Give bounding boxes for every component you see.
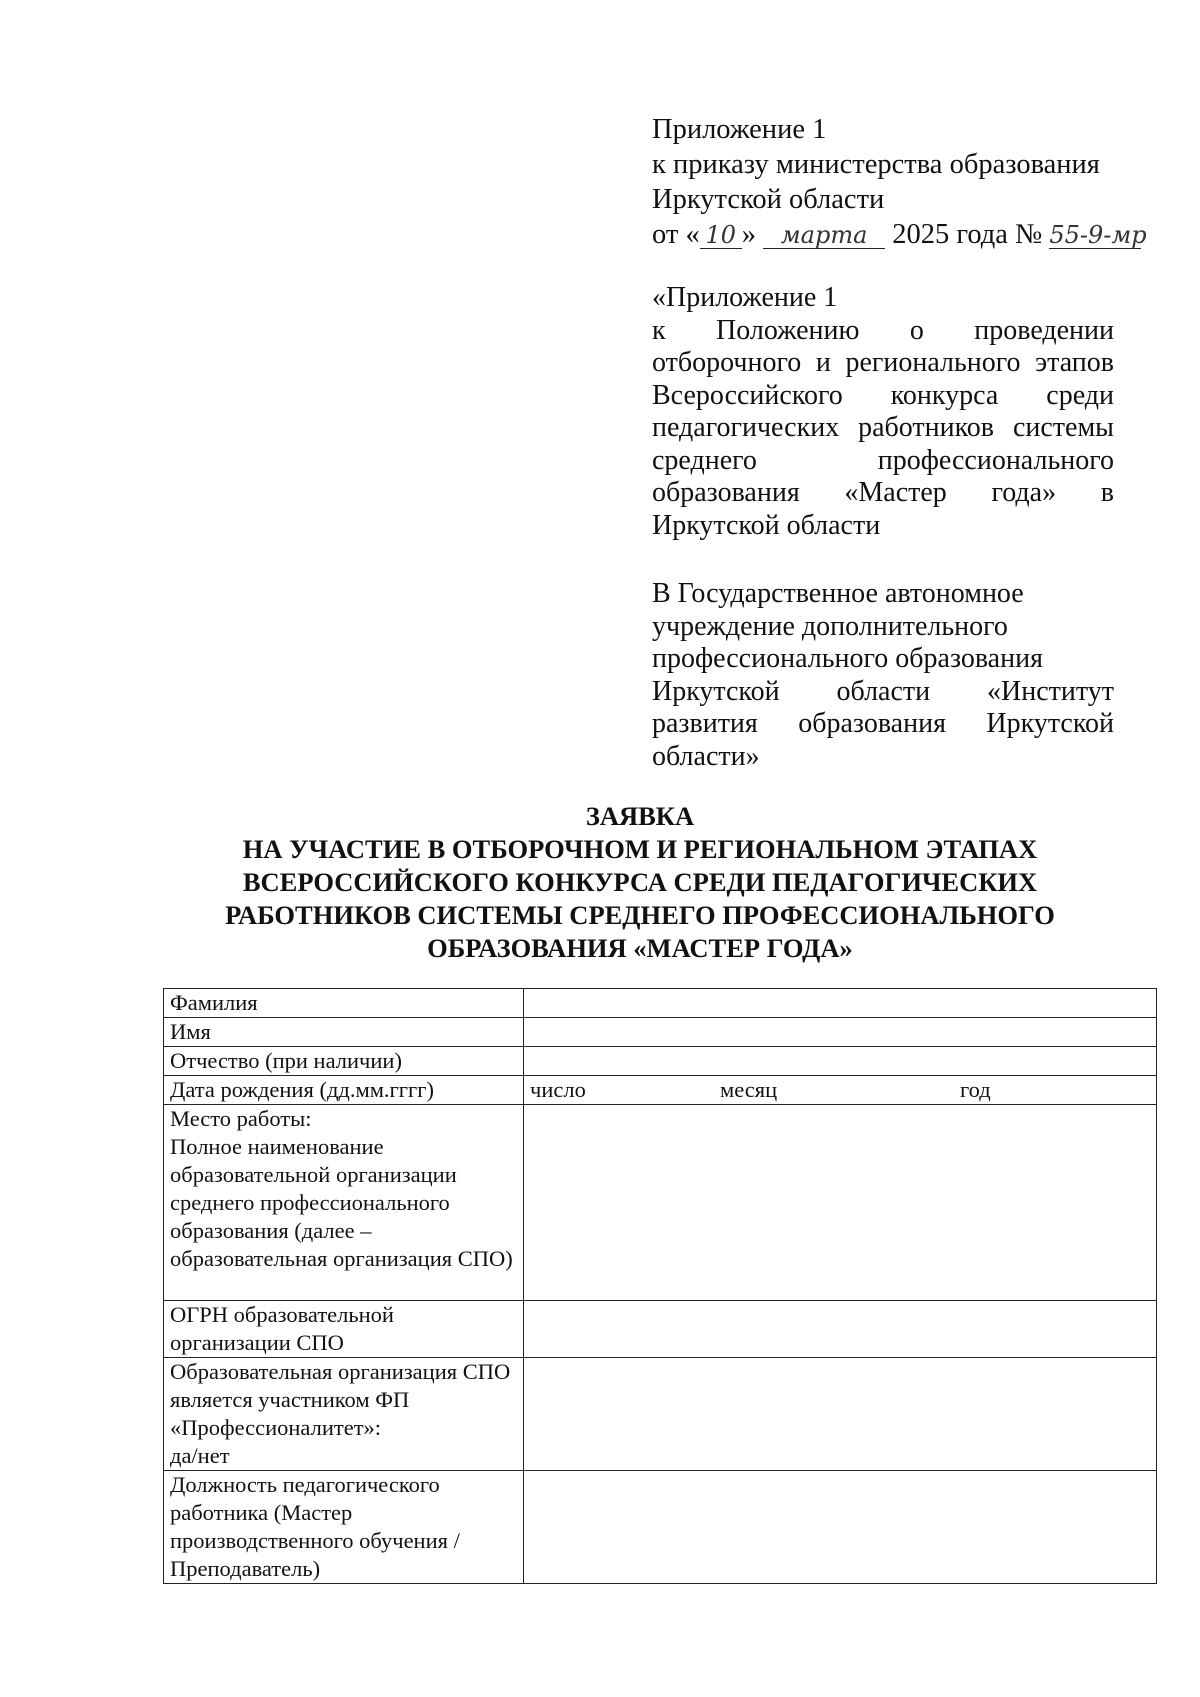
- appendix-line-2: к приказу министерства образования: [652, 149, 1100, 180]
- appendix-line-3: Иркутской области: [652, 184, 885, 215]
- recipient-block: [652, 578, 1114, 773]
- appendix-line-1: Приложение 1: [652, 114, 827, 145]
- date-part-year: год: [960, 1077, 991, 1102]
- month-handwritten: марта: [780, 221, 868, 249]
- date-prefix: от «: [652, 219, 700, 250]
- table-row: [164, 1047, 1157, 1076]
- day-blank: [700, 222, 742, 249]
- label-ogrn: ОГРН образовательной организации СПО: [164, 1301, 524, 1358]
- position-field[interactable]: [524, 1471, 1157, 1584]
- regulation-line: образования «Мастер года» в: [652, 477, 1114, 508]
- table-row: [164, 989, 1157, 1018]
- appendix-date-line: [652, 217, 1147, 252]
- recipient-line: учреждение дополнительного: [652, 610, 1008, 642]
- table-row: [164, 1471, 1157, 1584]
- appendix-header: [652, 112, 1147, 252]
- regulation-line: среднего профессионального: [652, 444, 1114, 476]
- regulation-line: к Положению о проведении: [652, 314, 1114, 346]
- regulation-line: Иркутской области: [652, 509, 881, 541]
- document-title: [160, 800, 1120, 965]
- name-field[interactable]: [524, 1018, 1157, 1047]
- label-workplace: Место работы: Полное наименование образовательной организации среднего профессионального образования (далее – образовательная организация СПО): [164, 1105, 524, 1301]
- application-form-table: [163, 988, 1157, 1584]
- label-professionalitet: Образовательная организация СПО является участником ФП «Профессионалитет»: да/нет: [164, 1358, 524, 1471]
- regulation-line: отборочного и регионального этапов: [652, 347, 1114, 378]
- number-blank: [1049, 221, 1147, 249]
- table-row: [164, 1105, 1157, 1301]
- table-row: [164, 1076, 1157, 1105]
- ogrn-field[interactable]: [524, 1301, 1157, 1358]
- date-part-month: месяц: [720, 1077, 778, 1102]
- recipient-line: развития образования Иркутской: [652, 708, 1114, 739]
- title-line: РАБОТНИКОВ СИСТЕМЫ СРЕДНЕГО ПРОФЕССИОНАЛЬНОГО: [225, 900, 1055, 930]
- patronymic-field[interactable]: [524, 1047, 1157, 1076]
- surname-field[interactable]: [524, 989, 1157, 1018]
- regulation-line: педагогических работников системы: [652, 412, 1114, 443]
- regulation-line: «Приложение 1: [652, 282, 838, 313]
- date-mid: »: [741, 219, 756, 250]
- month-blank: [763, 222, 885, 249]
- regulation-line: Всероссийского конкурса среди: [652, 379, 1114, 411]
- professionalitet-field[interactable]: [524, 1358, 1157, 1471]
- label-patronymic: Отчество (при наличии): [164, 1047, 524, 1076]
- recipient-line: профессионального образования: [652, 643, 1043, 674]
- title-line: ОБРАЗОВАНИЯ «МАСТЕР ГОДА»: [427, 933, 853, 963]
- regulation-reference: [652, 282, 1114, 542]
- title-line: ВСЕРОССИЙСКОГО КОНКУРСА СРЕДИ ПЕДАГОГИЧЕСКИХ: [242, 867, 1038, 897]
- label-surname: Фамилия: [164, 989, 524, 1018]
- day-handwritten: 10: [705, 221, 736, 249]
- label-name: Имя: [164, 1018, 524, 1047]
- table-row: [164, 1358, 1157, 1471]
- label-birth-date: Дата рождения (дд.мм.гггг): [164, 1076, 524, 1105]
- title-line: ЗАЯВКА: [585, 801, 695, 831]
- year-text: 2025 года №: [892, 219, 1043, 250]
- recipient-line: области»: [652, 740, 760, 772]
- label-position: Должность педагогического работника (Мастер производственного обучения / Преподаватель): [164, 1471, 524, 1584]
- title-line: НА УЧАСТИЕ В ОТБОРОЧНОМ И РЕГИОНАЛЬНОМ ЭТАПАХ: [242, 834, 1038, 864]
- date-parts: [530, 1076, 1152, 1104]
- recipient-line: Иркутской области «Институт: [652, 675, 1114, 707]
- table-row: [164, 1018, 1157, 1047]
- number-handwritten: 55-9-мр: [1049, 221, 1147, 249]
- recipient-line: В Государственное автономное: [652, 578, 1024, 609]
- workplace-field[interactable]: [524, 1105, 1157, 1301]
- table-row: [164, 1301, 1157, 1358]
- date-part-day: число: [530, 1077, 586, 1102]
- birth-date-field[interactable]: [524, 1076, 1157, 1105]
